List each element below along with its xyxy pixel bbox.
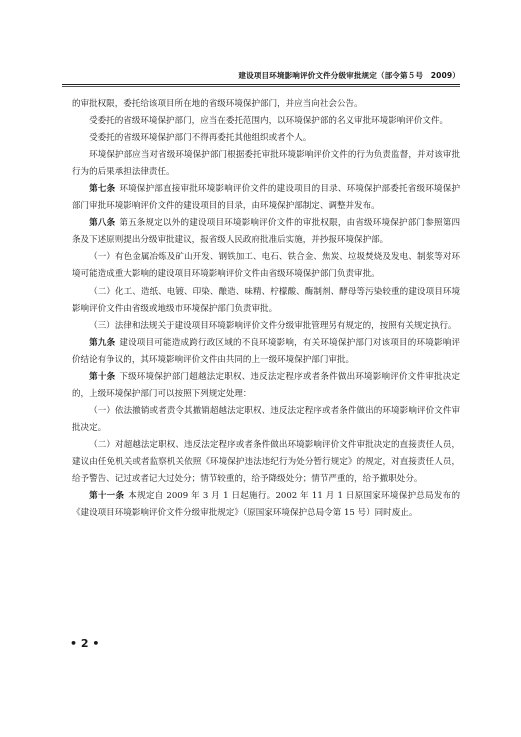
paragraph-text: 建设项目可能造成跨行政区域的不良环境影响，有关环境保护部门对该项目的环境影响评价结论有争议的，其环境影响评价文件由共同的上一级环境保护部门审批。 (72, 337, 461, 365)
paragraph-article-7 (72, 181, 460, 215)
paragraph-text: 下级环境保护部门超越法定职权、违反法定程序或者条件做出环境影响评价文件审批决定的，上级环境保护部门可以按照下列规定处理： (72, 371, 461, 399)
page-number: • 2 • (70, 637, 100, 650)
paragraph (72, 96, 460, 113)
body-text (72, 96, 460, 522)
paragraph-text: 环境保护部直接审批环境影响评价文件的建设项目的目录、环境保护部委托省级环境保护部门审批环境影响评价文件的建设项目的目录，由环境保护部制定、调整并发布。 (72, 184, 461, 212)
paragraph-text: （三）法律和法规关于建设项目环境影响评价文件分级审批管理另有规定的，按照有关规定执行。 (89, 320, 457, 331)
paragraph (72, 284, 460, 318)
paragraph (72, 403, 460, 437)
paragraph (72, 113, 460, 130)
paragraph-text: 受委托的省级环境保护部门不得再委托其他组织或者个人。 (89, 133, 312, 144)
paragraph-text: 第五条规定以外的建设项目环境影响评价文件的审批权限，由省级环境保护部门参照第四条及下述原则提出分级审批建议，报省级人民政府批准后实施，并抄报环境保护部。 (72, 218, 461, 246)
paragraph (72, 437, 460, 488)
paragraph (72, 130, 460, 147)
paragraph-text: （一）依法撤销或者责令其撤销超越法定职权、违反法定程序或者条件做出的环境影响评价文件审批决定。 (72, 405, 460, 433)
paragraph-text: 的审批权限，委托给该项目所在地的省级环境保护部门，并应当向社会公告。 (72, 99, 363, 109)
paragraph-text: （一）有色金属冶炼及矿山开发、钢铁加工、电石、铁合金、焦炭、垃圾焚烧及发电、制浆等对环境可能造成重大影响的建设项目环境影响评价文件由省级环境保护部门负责审批。 (72, 252, 460, 280)
paragraph-article-9 (72, 335, 460, 369)
running-header: 建设项目环境影响评价文件分级审批规定（部令第５号 2009） (238, 71, 460, 80)
article-label: 第九条 (89, 337, 116, 348)
paragraph-text: （二）对超越法定职权、违反法定程序或者条件做出环境影响评价文件审批决定的直接责任人员，建议由任免机关或者监察机关依照《环境保护违法违纪行为处分暂行规定》的规定，对直接责任人员，给予警告、记过或者记大过处分；情节较重的，给予降级处分；情节严重的，给予撤职处分。 (72, 439, 460, 485)
paragraph (72, 318, 460, 335)
header-rule-thin (62, 86, 460, 87)
paragraph (72, 147, 460, 181)
paragraph-article-10 (72, 369, 460, 403)
article-label: 第十条 (89, 371, 116, 382)
header-rule (62, 84, 460, 85)
paragraph (72, 249, 460, 283)
paragraph-text: 受委托的省级环境保护部门，应当在委托范围内，以环境保护部的名义审批环境影响评价文件。 (89, 116, 449, 127)
article-label: 第八条 (89, 218, 116, 229)
paragraph-text: 环境保护部应当对省级环境保护部门根据委托审批环境影响评价文件的行为负责监督，并对该审批行为的后果承担法律责任。 (72, 150, 460, 178)
paragraph-text: （二）化工、造纸、电镀、印染、酿造、味精、柠檬酸、酶制剂、酵母等污染较重的建设项目环境影响评价文件由省级或地级市环境保护部门负责审批。 (72, 286, 460, 314)
article-label: 第七条 (89, 184, 116, 195)
article-label: 第十一条 (89, 491, 125, 502)
paragraph-text: 本规定自 2009 年 3 月 1 日起施行。2002 年 11 月 1 日原国家环境保护总局发布的《建设项目环境影响评价文件分级审批规定》（原国家环境保护总局令第 15 号）同时废止。 (72, 491, 461, 519)
paragraph-article-8 (72, 215, 460, 249)
paragraph-article-11 (72, 488, 460, 522)
